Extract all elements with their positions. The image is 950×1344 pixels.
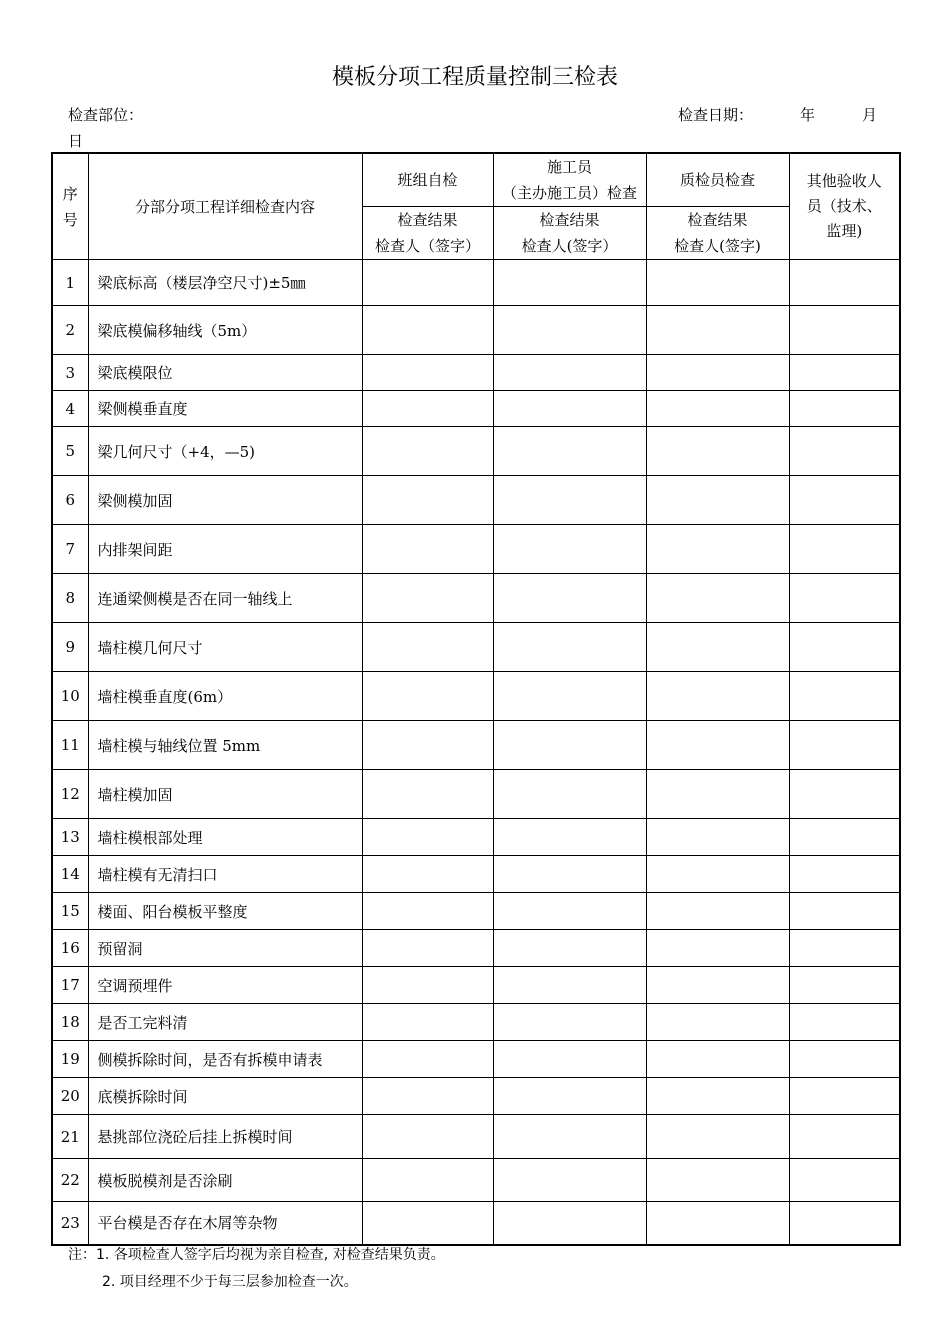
check-item: 墙柱模有无清扫口 <box>88 856 362 893</box>
qc-check-cell[interactable] <box>646 1004 789 1041</box>
team-self-check-cell[interactable] <box>362 1202 493 1245</box>
other-acceptor-cell[interactable] <box>789 427 900 476</box>
other-acceptor-cell[interactable] <box>789 930 900 967</box>
inspection-table <box>51 152 901 1246</box>
check-item: 梁侧模垂直度 <box>88 391 362 427</box>
constructor-check-cell[interactable] <box>493 930 646 967</box>
other-acceptor-cell[interactable] <box>789 967 900 1004</box>
qc-check-cell[interactable] <box>646 1159 789 1202</box>
check-item: 墙柱模加固 <box>88 770 362 819</box>
result-label: 检查结果 <box>687 211 748 229</box>
table-row <box>52 967 900 1004</box>
constructor-header-line: 施工员 <box>546 158 592 176</box>
other-acceptor-cell[interactable] <box>789 1202 900 1245</box>
other-acceptor-cell[interactable] <box>789 1078 900 1115</box>
qc-check-cell[interactable] <box>646 391 789 427</box>
other-acceptor-cell[interactable] <box>789 574 900 623</box>
table-row <box>52 260 900 306</box>
team-self-check-cell[interactable] <box>362 525 493 574</box>
row-number: 13 <box>52 819 88 856</box>
constructor-result-signer-header <box>493 207 646 260</box>
constructor-check-cell[interactable] <box>493 1078 646 1115</box>
row-number: 6 <box>52 476 88 525</box>
check-item: 梁底模限位 <box>88 355 362 391</box>
qc-check-cell[interactable] <box>646 1115 789 1159</box>
team-self-check-cell[interactable] <box>362 1041 493 1078</box>
qc-check-cell[interactable] <box>646 856 789 893</box>
table-row <box>52 672 900 721</box>
row-number: 5 <box>52 427 88 476</box>
team-self-check-cell[interactable] <box>362 672 493 721</box>
team-self-check-cell[interactable] <box>362 721 493 770</box>
constructor-check-cell[interactable] <box>493 819 646 856</box>
other-acceptor-cell[interactable] <box>789 1159 900 1202</box>
team-self-check-cell[interactable] <box>362 856 493 893</box>
result-label: 检查结果 <box>397 211 458 229</box>
qc-check-cell[interactable] <box>646 427 789 476</box>
check-item: 楼面、阳台模板平整度 <box>88 893 362 930</box>
check-item: 模板脱模剂是否涂刷 <box>88 1159 362 1202</box>
check-item: 悬挑部位浇砼后挂上拆模时间 <box>88 1115 362 1159</box>
check-item: 是否工完料清 <box>88 1004 362 1041</box>
check-item: 墙柱模与轴线位置 5mm <box>88 721 362 770</box>
qc-check-cell[interactable] <box>646 893 789 930</box>
header-row-1 <box>52 153 900 207</box>
check-item: 梁底标高（楼层净空尺寸)±5㎜ <box>88 260 362 306</box>
constructor-check-cell[interactable] <box>493 1202 646 1245</box>
other-header-line: 员（技术、 <box>806 197 882 215</box>
qc-check-cell[interactable] <box>646 770 789 819</box>
qc-result-signer-header <box>646 207 789 260</box>
qc-check-cell[interactable] <box>646 623 789 672</box>
check-item: 墙柱模几何尺寸 <box>88 623 362 672</box>
qc-check-cell[interactable] <box>646 930 789 967</box>
constructor-check-cell[interactable] <box>493 893 646 930</box>
team-self-check-header: 班组自检 <box>362 153 493 207</box>
table-row <box>52 391 900 427</box>
inspection-date-label: 检查日期： <box>678 106 754 124</box>
day-label: 日 <box>68 132 84 150</box>
check-item: 墙柱模垂直度(6m） <box>88 672 362 721</box>
table-row <box>52 721 900 770</box>
table-row <box>52 1078 900 1115</box>
check-item: 空调预埋件 <box>88 967 362 1004</box>
row-number: 11 <box>52 721 88 770</box>
qc-check-header: 质检员检查 <box>646 153 789 207</box>
month-label: 月 <box>862 106 878 124</box>
other-acceptor-cell[interactable] <box>789 623 900 672</box>
check-item: 梁几何尺寸（+4，—5) <box>88 427 362 476</box>
row-number: 23 <box>52 1202 88 1245</box>
qc-check-cell[interactable] <box>646 1078 789 1115</box>
constructor-check-cell[interactable] <box>493 391 646 427</box>
other-acceptor-cell[interactable] <box>789 672 900 721</box>
team-self-check-cell[interactable] <box>362 574 493 623</box>
team-self-check-cell[interactable] <box>362 306 493 355</box>
inspection-location-label: 检查部位： <box>68 106 144 124</box>
content-header: 分部分项工程详细检查内容 <box>88 153 362 260</box>
other-header-line: 监理) <box>826 222 863 240</box>
other-acceptor-cell[interactable] <box>789 260 900 306</box>
team-result-signer-header <box>362 207 493 260</box>
other-acceptor-cell[interactable] <box>789 856 900 893</box>
other-header-line: 其他验收人 <box>806 172 882 190</box>
constructor-check-cell[interactable] <box>493 672 646 721</box>
table-row <box>52 1041 900 1078</box>
check-item: 墙柱模根部处理 <box>88 819 362 856</box>
signer-label: 检查人(签字） <box>521 237 618 255</box>
team-self-check-cell[interactable] <box>362 819 493 856</box>
qc-check-cell[interactable] <box>646 574 789 623</box>
qc-check-cell[interactable] <box>646 721 789 770</box>
row-number: 9 <box>52 623 88 672</box>
table-row <box>52 427 900 476</box>
row-number: 16 <box>52 930 88 967</box>
table-row <box>52 819 900 856</box>
constructor-check-cell[interactable] <box>493 525 646 574</box>
table-row <box>52 476 900 525</box>
row-number: 20 <box>52 1078 88 1115</box>
table-row <box>52 1115 900 1159</box>
other-acceptor-cell[interactable] <box>789 476 900 525</box>
constructor-check-cell[interactable] <box>493 476 646 525</box>
constructor-check-header <box>493 153 646 207</box>
qc-check-cell[interactable] <box>646 306 789 355</box>
row-number: 12 <box>52 770 88 819</box>
team-self-check-cell[interactable] <box>362 391 493 427</box>
constructor-check-cell[interactable] <box>493 721 646 770</box>
constructor-check-cell[interactable] <box>493 260 646 306</box>
row-number: 14 <box>52 856 88 893</box>
other-acceptor-cell[interactable] <box>789 1115 900 1159</box>
check-item: 内排架间距 <box>88 525 362 574</box>
other-acceptor-cell[interactable] <box>789 893 900 930</box>
check-item: 梁底模偏移轴线（5m） <box>88 306 362 355</box>
constructor-check-cell[interactable] <box>493 623 646 672</box>
table-row <box>52 355 900 391</box>
team-self-check-cell[interactable] <box>362 1115 493 1159</box>
team-self-check-cell[interactable] <box>362 893 493 930</box>
table-row <box>52 1004 900 1041</box>
check-item: 底模拆除时间 <box>88 1078 362 1115</box>
check-item: 侧模拆除时间，是否有拆模申请表 <box>88 1041 362 1078</box>
table-row <box>52 770 900 819</box>
constructor-check-cell[interactable] <box>493 427 646 476</box>
team-self-check-cell[interactable] <box>362 623 493 672</box>
team-self-check-cell[interactable] <box>362 260 493 306</box>
other-acceptor-cell[interactable] <box>789 525 900 574</box>
signer-label: 检查人(签字) <box>674 237 761 255</box>
constructor-check-cell[interactable] <box>493 1115 646 1159</box>
qc-check-cell[interactable] <box>646 967 789 1004</box>
other-acceptor-cell[interactable] <box>789 355 900 391</box>
team-self-check-cell[interactable] <box>362 355 493 391</box>
table-row <box>52 623 900 672</box>
team-self-check-cell[interactable] <box>362 1078 493 1115</box>
other-acceptor-cell[interactable] <box>789 391 900 427</box>
team-self-check-cell[interactable] <box>362 1004 493 1041</box>
constructor-check-cell[interactable] <box>493 1159 646 1202</box>
row-number: 22 <box>52 1159 88 1202</box>
check-item: 预留洞 <box>88 930 362 967</box>
row-number: 8 <box>52 574 88 623</box>
table-row <box>52 1159 900 1202</box>
row-number: 21 <box>52 1115 88 1159</box>
qc-check-cell[interactable] <box>646 1202 789 1245</box>
note-line-1: 注：1. 各项检查人签字后均视为亲自检查, 对检查结果负责。 <box>68 1247 445 1263</box>
row-number: 15 <box>52 893 88 930</box>
form-title: 模板分项工程质量控制三检表 <box>331 65 618 90</box>
row-number: 4 <box>52 391 88 427</box>
table-row <box>52 306 900 355</box>
other-acceptor-header <box>789 153 900 260</box>
signer-label: 检查人（签字） <box>374 237 480 255</box>
constructor-check-cell[interactable] <box>493 355 646 391</box>
row-number: 17 <box>52 967 88 1004</box>
constructor-check-cell[interactable] <box>493 574 646 623</box>
constructor-check-cell[interactable] <box>493 1041 646 1078</box>
qc-check-cell[interactable] <box>646 672 789 721</box>
table-row <box>52 574 900 623</box>
team-self-check-cell[interactable] <box>362 770 493 819</box>
qc-check-cell[interactable] <box>646 1041 789 1078</box>
team-self-check-cell[interactable] <box>362 1159 493 1202</box>
team-self-check-cell[interactable] <box>362 476 493 525</box>
constructor-check-cell[interactable] <box>493 1004 646 1041</box>
table-row <box>52 1202 900 1245</box>
team-self-check-cell[interactable] <box>362 427 493 476</box>
other-acceptor-cell[interactable] <box>789 1004 900 1041</box>
qc-check-cell[interactable] <box>646 476 789 525</box>
seq-header <box>52 153 88 260</box>
row-number: 3 <box>52 355 88 391</box>
constructor-header-line: （主办施工员）检查 <box>501 184 637 202</box>
check-item: 平台模是否存在木屑等杂物 <box>88 1202 362 1245</box>
table-row <box>52 525 900 574</box>
table-row <box>52 930 900 967</box>
row-number: 19 <box>52 1041 88 1078</box>
qc-check-cell[interactable] <box>646 525 789 574</box>
other-acceptor-cell[interactable] <box>789 306 900 355</box>
row-number: 7 <box>52 525 88 574</box>
constructor-check-cell[interactable] <box>493 770 646 819</box>
seq-header-line: 号 <box>62 210 78 229</box>
constructor-check-cell[interactable] <box>493 967 646 1004</box>
row-number: 10 <box>52 672 88 721</box>
year-label: 年 <box>800 106 816 124</box>
result-label: 检查结果 <box>539 211 600 229</box>
note-line-2: 2. 项目经理不少于每三层参加检查一次。 <box>102 1274 358 1290</box>
team-self-check-cell[interactable] <box>362 930 493 967</box>
row-number: 1 <box>52 260 88 306</box>
seq-header-line: 序 <box>62 184 78 203</box>
row-number: 2 <box>52 306 88 355</box>
inspection-date-field <box>678 104 888 125</box>
qc-check-cell[interactable] <box>646 355 789 391</box>
table-row <box>52 856 900 893</box>
check-item: 梁侧模加固 <box>88 476 362 525</box>
row-number: 18 <box>52 1004 88 1041</box>
other-acceptor-cell[interactable] <box>789 1041 900 1078</box>
team-self-check-cell[interactable] <box>362 967 493 1004</box>
constructor-check-cell[interactable] <box>493 856 646 893</box>
qc-check-cell[interactable] <box>646 260 789 306</box>
other-acceptor-cell[interactable] <box>789 819 900 856</box>
constructor-check-cell[interactable] <box>493 306 646 355</box>
qc-check-cell[interactable] <box>646 819 789 856</box>
other-acceptor-cell[interactable] <box>789 721 900 770</box>
check-item: 连通梁侧模是否在同一轴线上 <box>88 574 362 623</box>
table-row <box>52 893 900 930</box>
other-acceptor-cell[interactable] <box>789 770 900 819</box>
